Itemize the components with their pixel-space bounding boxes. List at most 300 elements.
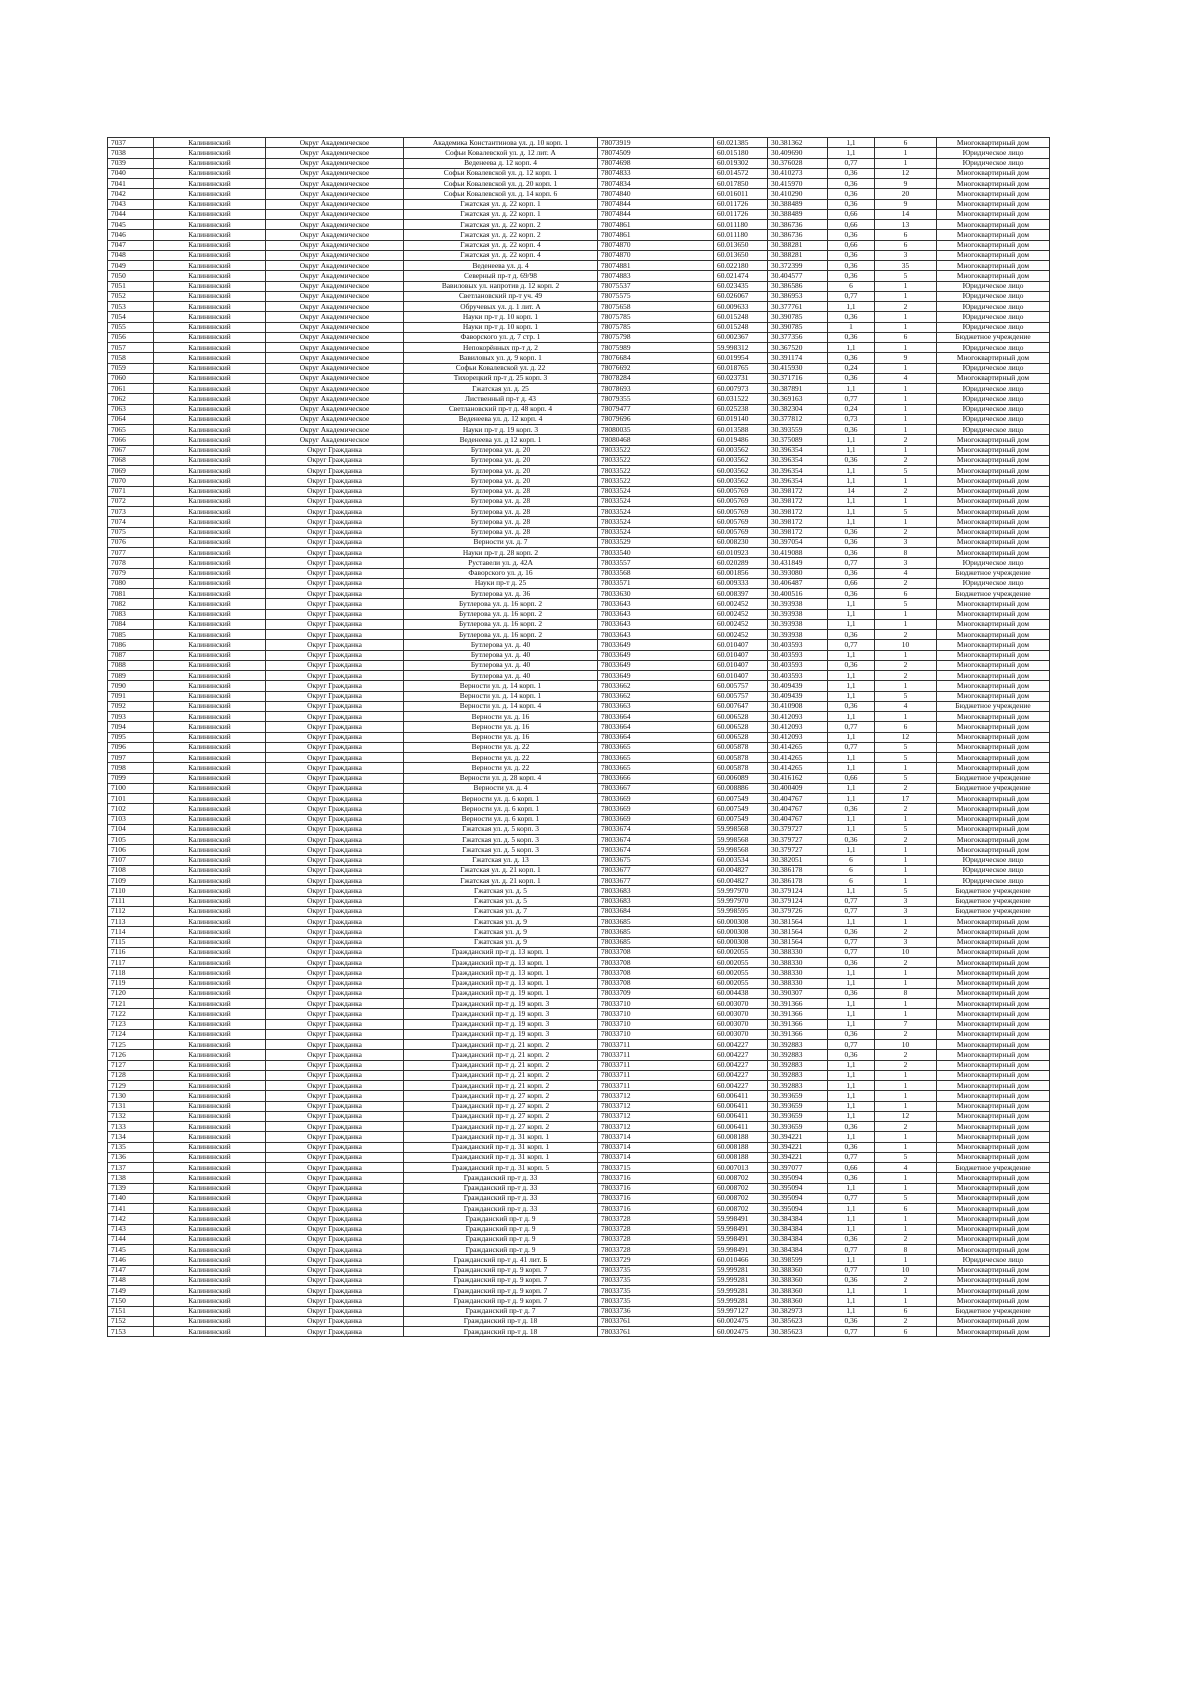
cell-object-code: 78075658 bbox=[598, 302, 714, 312]
cell-object-code: 78033716 bbox=[598, 1204, 714, 1214]
cell-longitude: 30.391174 bbox=[768, 353, 828, 363]
cell-latitude: 59.999281 bbox=[714, 1265, 768, 1275]
cell-row-number: 7148 bbox=[108, 1275, 154, 1285]
cell-longitude: 30.388330 bbox=[768, 947, 828, 957]
cell-address: Бутлерова ул. д. 40 bbox=[404, 650, 598, 660]
cell-source-type: Многоквартирный дом bbox=[937, 681, 1050, 691]
table-row bbox=[108, 240, 1050, 250]
cell-longitude: 30.404767 bbox=[768, 814, 828, 824]
cell-longitude: 30.388281 bbox=[768, 250, 828, 260]
cell-object-code: 78033664 bbox=[598, 712, 714, 722]
cell-row-number: 7071 bbox=[108, 486, 154, 496]
cell-latitude: 60.002055 bbox=[714, 968, 768, 978]
cell-address: Фаворского ул. д. 7 стр. 1 bbox=[404, 332, 598, 342]
cell-container-volume: 1,1 bbox=[828, 496, 875, 506]
cell-district: Калининский bbox=[154, 1152, 266, 1162]
cell-container-count: 5 bbox=[875, 466, 937, 476]
cell-longitude: 30.395094 bbox=[768, 1204, 828, 1214]
cell-container-volume: 1,1 bbox=[828, 1255, 875, 1265]
cell-district: Калининский bbox=[154, 783, 266, 793]
cell-object-code: 78033524 bbox=[598, 527, 714, 537]
cell-address: Гражданский пр-т д. 9 корп. 7 bbox=[404, 1296, 598, 1306]
cell-longitude: 30.381564 bbox=[768, 917, 828, 927]
cell-longitude: 30.386736 bbox=[768, 220, 828, 230]
cell-container-count: 10 bbox=[875, 947, 937, 957]
cell-source-type: Многоквартирный дом bbox=[937, 712, 1050, 722]
cell-municipal-district: Округ Гражданка bbox=[266, 486, 404, 496]
cell-source-type: Многоквартирный дом bbox=[937, 1029, 1050, 1039]
cell-longitude: 30.388360 bbox=[768, 1296, 828, 1306]
cell-container-count: 1 bbox=[875, 1081, 937, 1091]
cell-longitude: 30.391366 bbox=[768, 1009, 828, 1019]
cell-longitude: 30.396354 bbox=[768, 476, 828, 486]
table-row bbox=[108, 1234, 1050, 1244]
cell-row-number: 7115 bbox=[108, 937, 154, 947]
cell-container-count: 6 bbox=[875, 1204, 937, 1214]
cell-row-number: 7114 bbox=[108, 927, 154, 937]
cell-latitude: 60.004438 bbox=[714, 988, 768, 998]
cell-municipal-district: Округ Гражданка bbox=[266, 1122, 404, 1132]
cell-object-code: 78033728 bbox=[598, 1224, 714, 1234]
cell-row-number: 7138 bbox=[108, 1173, 154, 1183]
cell-municipal-district: Округ Гражданка bbox=[266, 773, 404, 783]
cell-row-number: 7085 bbox=[108, 630, 154, 640]
cell-district: Калининский bbox=[154, 250, 266, 260]
cell-municipal-district: Округ Академическое bbox=[266, 220, 404, 230]
cell-latitude: 59.997127 bbox=[714, 1306, 768, 1316]
cell-latitude: 60.007549 bbox=[714, 794, 768, 804]
cell-district: Калининский bbox=[154, 373, 266, 383]
cell-longitude: 30.412093 bbox=[768, 732, 828, 742]
cell-municipal-district: Округ Гражданка bbox=[266, 609, 404, 619]
cell-row-number: 7073 bbox=[108, 507, 154, 517]
cell-source-type: Многоквартирный дом bbox=[937, 548, 1050, 558]
cell-row-number: 7149 bbox=[108, 1286, 154, 1296]
cell-latitude: 59.998491 bbox=[714, 1245, 768, 1255]
cell-municipal-district: Округ Академическое bbox=[266, 138, 404, 148]
cell-container-count: 5 bbox=[875, 742, 937, 752]
cell-address: Бутлерова ул. д. 20 bbox=[404, 476, 598, 486]
cell-district: Калининский bbox=[154, 537, 266, 547]
cell-address: Верности ул. д. 14 корп. 1 bbox=[404, 691, 598, 701]
cell-longitude: 30.393659 bbox=[768, 1101, 828, 1111]
table-row bbox=[108, 425, 1050, 435]
cell-address: Гжатская ул. д. 22 корп. 4 bbox=[404, 250, 598, 260]
cell-row-number: 7082 bbox=[108, 599, 154, 609]
cell-container-volume: 0,36 bbox=[828, 353, 875, 363]
cell-municipal-district: Округ Гражданка bbox=[266, 1245, 404, 1255]
cell-container-volume: 6 bbox=[828, 855, 875, 865]
table-row bbox=[108, 958, 1050, 968]
cell-municipal-district: Округ Гражданка bbox=[266, 1142, 404, 1152]
cell-latitude: 60.008702 bbox=[714, 1183, 768, 1193]
cell-address: Софьи Ковалевской ул. д. 22 bbox=[404, 363, 598, 373]
cell-container-volume: 1,1 bbox=[828, 763, 875, 773]
cell-municipal-district: Округ Гражданка bbox=[266, 1255, 404, 1265]
cell-container-count: 1 bbox=[875, 1070, 937, 1080]
cell-municipal-district: Округ Академическое bbox=[266, 281, 404, 291]
cell-address: Гражданский пр-т д. 18 bbox=[404, 1316, 598, 1326]
cell-latitude: 60.003562 bbox=[714, 476, 768, 486]
cell-container-volume: 0,77 bbox=[828, 640, 875, 650]
cell-object-code: 78033649 bbox=[598, 671, 714, 681]
cell-latitude: 60.002055 bbox=[714, 947, 768, 957]
cell-container-volume: 0,66 bbox=[828, 240, 875, 250]
cell-address: Гражданский пр-т д. 31 корп. 1 bbox=[404, 1132, 598, 1142]
cell-object-code: 78033712 bbox=[598, 1111, 714, 1121]
table-row bbox=[108, 138, 1050, 148]
cell-source-type: Многоквартирный дом bbox=[937, 1245, 1050, 1255]
cell-container-count: 1 bbox=[875, 158, 937, 168]
cell-longitude: 30.416162 bbox=[768, 773, 828, 783]
cell-district: Калининский bbox=[154, 158, 266, 168]
table-row bbox=[108, 712, 1050, 722]
cell-district: Калининский bbox=[154, 742, 266, 752]
cell-latitude: 60.018765 bbox=[714, 363, 768, 373]
cell-latitude: 60.002475 bbox=[714, 1316, 768, 1326]
cell-source-type: Многоквартирный дом bbox=[937, 1132, 1050, 1142]
cell-source-type: Многоквартирный дом bbox=[937, 722, 1050, 732]
cell-container-count: 3 bbox=[875, 906, 937, 916]
cell-latitude: 59.998312 bbox=[714, 343, 768, 353]
cell-latitude: 60.007549 bbox=[714, 804, 768, 814]
cell-row-number: 7131 bbox=[108, 1101, 154, 1111]
cell-district: Калининский bbox=[154, 209, 266, 219]
cell-address: Гжатская ул. д. 13 bbox=[404, 855, 598, 865]
cell-municipal-district: Округ Академическое bbox=[266, 425, 404, 435]
table-row bbox=[108, 1040, 1050, 1050]
cell-row-number: 7117 bbox=[108, 958, 154, 968]
cell-source-type: Многоквартирный дом bbox=[937, 1060, 1050, 1070]
cell-latitude: 60.010407 bbox=[714, 671, 768, 681]
cell-address: Науки пр-т д. 25 bbox=[404, 578, 598, 588]
cell-object-code: 78080468 bbox=[598, 435, 714, 445]
cell-object-code: 78033728 bbox=[598, 1214, 714, 1224]
cell-container-count: 1 bbox=[875, 394, 937, 404]
cell-address: Руставели ул. д. 42А bbox=[404, 558, 598, 568]
cell-object-code: 78033674 bbox=[598, 824, 714, 834]
cell-municipal-district: Округ Академическое bbox=[266, 343, 404, 353]
cell-municipal-district: Округ Гражданка bbox=[266, 1070, 404, 1080]
cell-source-type: Многоквартирный дом bbox=[937, 1009, 1050, 1019]
cell-latitude: 60.008230 bbox=[714, 537, 768, 547]
cell-row-number: 7104 bbox=[108, 824, 154, 834]
cell-longitude: 30.393938 bbox=[768, 599, 828, 609]
cell-latitude: 60.005757 bbox=[714, 681, 768, 691]
cell-district: Калининский bbox=[154, 476, 266, 486]
cell-address: Науки пр-т д. 19 корп. 3 bbox=[404, 425, 598, 435]
cell-container-count: 7 bbox=[875, 1019, 937, 1029]
cell-municipal-district: Округ Гражданка bbox=[266, 1040, 404, 1050]
cell-container-count: 4 bbox=[875, 1163, 937, 1173]
cell-latitude: 60.002055 bbox=[714, 958, 768, 968]
cell-municipal-district: Округ Академическое bbox=[266, 332, 404, 342]
cell-source-type: Многоквартирный дом bbox=[937, 1101, 1050, 1111]
cell-longitude: 30.412093 bbox=[768, 712, 828, 722]
cell-municipal-district: Округ Гражданка bbox=[266, 958, 404, 968]
cell-latitude: 60.003562 bbox=[714, 466, 768, 476]
cell-object-code: 78033761 bbox=[598, 1327, 714, 1337]
cell-object-code: 78033524 bbox=[598, 507, 714, 517]
cell-address: Бутлерова ул. д. 40 bbox=[404, 640, 598, 650]
cell-container-count: 12 bbox=[875, 168, 937, 178]
cell-row-number: 7083 bbox=[108, 609, 154, 619]
cell-longitude: 30.388360 bbox=[768, 1265, 828, 1275]
cell-longitude: 30.387891 bbox=[768, 384, 828, 394]
cell-row-number: 7125 bbox=[108, 1040, 154, 1050]
cell-object-code: 78079696 bbox=[598, 414, 714, 424]
cell-row-number: 7039 bbox=[108, 158, 154, 168]
cell-row-number: 7127 bbox=[108, 1060, 154, 1070]
cell-municipal-district: Округ Академическое bbox=[266, 240, 404, 250]
cell-longitude: 30.414265 bbox=[768, 742, 828, 752]
cell-object-code: 78033522 bbox=[598, 466, 714, 476]
cell-container-volume: 1,1 bbox=[828, 691, 875, 701]
table-row bbox=[108, 978, 1050, 988]
cell-object-code: 78033710 bbox=[598, 999, 714, 1009]
cell-longitude: 30.400516 bbox=[768, 589, 828, 599]
cell-longitude: 30.414265 bbox=[768, 753, 828, 763]
cell-container-volume: 1 bbox=[828, 322, 875, 332]
cell-object-code: 78033711 bbox=[598, 1040, 714, 1050]
cell-row-number: 7135 bbox=[108, 1142, 154, 1152]
cell-district: Калининский bbox=[154, 609, 266, 619]
cell-longitude: 30.386953 bbox=[768, 291, 828, 301]
cell-longitude: 30.384384 bbox=[768, 1224, 828, 1234]
cell-object-code: 78033664 bbox=[598, 722, 714, 732]
cell-source-type: Многоквартирный дом bbox=[937, 619, 1050, 629]
cell-container-count: 2 bbox=[875, 783, 937, 793]
cell-address: Гражданский пр-т д. 27 корп. 2 bbox=[404, 1101, 598, 1111]
cell-container-count: 1 bbox=[875, 609, 937, 619]
cell-municipal-district: Округ Академическое bbox=[266, 261, 404, 271]
cell-address: Гжатская ул. д. 5 корп. 3 bbox=[404, 835, 598, 845]
cell-longitude: 30.395094 bbox=[768, 1183, 828, 1193]
cell-longitude: 30.393938 bbox=[768, 630, 828, 640]
cell-municipal-district: Округ Академическое bbox=[266, 199, 404, 209]
cell-municipal-district: Округ Гражданка bbox=[266, 1029, 404, 1039]
cell-object-code: 78033662 bbox=[598, 691, 714, 701]
cell-object-code: 78033685 bbox=[598, 937, 714, 947]
cell-container-volume: 0,36 bbox=[828, 537, 875, 547]
cell-district: Калининский bbox=[154, 1060, 266, 1070]
cell-container-volume: 1,1 bbox=[828, 999, 875, 1009]
cell-row-number: 7094 bbox=[108, 722, 154, 732]
cell-source-type: Многоквартирный дом bbox=[937, 373, 1050, 383]
cell-municipal-district: Округ Гражданка bbox=[266, 835, 404, 845]
cell-longitude: 30.372399 bbox=[768, 261, 828, 271]
cell-container-count: 35 bbox=[875, 261, 937, 271]
cell-latitude: 59.997970 bbox=[714, 886, 768, 896]
table-row bbox=[108, 1142, 1050, 1152]
table-row bbox=[108, 1050, 1050, 1060]
cell-district: Калининский bbox=[154, 435, 266, 445]
cell-latitude: 60.004227 bbox=[714, 1081, 768, 1091]
cell-object-code: 78033524 bbox=[598, 496, 714, 506]
cell-district: Калининский bbox=[154, 322, 266, 332]
cell-row-number: 7108 bbox=[108, 865, 154, 875]
cell-container-count: 2 bbox=[875, 630, 937, 640]
cell-source-type: Юридическое лицо bbox=[937, 865, 1050, 875]
cell-source-type: Юридическое лицо bbox=[937, 558, 1050, 568]
table-row bbox=[108, 384, 1050, 394]
cell-object-code: 78078284 bbox=[598, 373, 714, 383]
cell-container-count: 2 bbox=[875, 1060, 937, 1070]
table-row bbox=[108, 947, 1050, 957]
table-row bbox=[108, 455, 1050, 465]
cell-container-volume: 0,36 bbox=[828, 804, 875, 814]
cell-municipal-district: Округ Гражданка bbox=[266, 466, 404, 476]
cell-row-number: 7110 bbox=[108, 886, 154, 896]
cell-longitude: 30.392883 bbox=[768, 1070, 828, 1080]
cell-row-number: 7133 bbox=[108, 1122, 154, 1132]
cell-container-count: 3 bbox=[875, 537, 937, 547]
cell-latitude: 60.006528 bbox=[714, 722, 768, 732]
cell-source-type: Многоквартирный дом bbox=[937, 1122, 1050, 1132]
cell-row-number: 7052 bbox=[108, 291, 154, 301]
cell-district: Калининский bbox=[154, 1163, 266, 1173]
cell-object-code: 78033524 bbox=[598, 486, 714, 496]
cell-source-type: Многоквартирный дом bbox=[937, 496, 1050, 506]
cell-district: Калининский bbox=[154, 1204, 266, 1214]
cell-district: Калининский bbox=[154, 1091, 266, 1101]
cell-latitude: 60.016011 bbox=[714, 189, 768, 199]
cell-municipal-district: Округ Гражданка bbox=[266, 1193, 404, 1203]
cell-container-volume: 1,1 bbox=[828, 466, 875, 476]
cell-municipal-district: Округ Гражданка bbox=[266, 988, 404, 998]
cell-district: Калининский bbox=[154, 281, 266, 291]
cell-longitude: 30.386586 bbox=[768, 281, 828, 291]
cell-object-code: 78074844 bbox=[598, 199, 714, 209]
cell-municipal-district: Округ Академическое bbox=[266, 158, 404, 168]
cell-container-count: 6 bbox=[875, 1306, 937, 1316]
cell-latitude: 60.009333 bbox=[714, 578, 768, 588]
cell-object-code: 78074844 bbox=[598, 209, 714, 219]
cell-container-volume: 0,36 bbox=[828, 527, 875, 537]
cell-district: Калининский bbox=[154, 148, 266, 158]
cell-address: Веденеева д. 12 корп. 4 bbox=[404, 158, 598, 168]
cell-object-code: 78033674 bbox=[598, 845, 714, 855]
cell-row-number: 7105 bbox=[108, 835, 154, 845]
cell-longitude: 30.384384 bbox=[768, 1234, 828, 1244]
cell-latitude: 60.004227 bbox=[714, 1070, 768, 1080]
cell-district: Калининский bbox=[154, 681, 266, 691]
cell-row-number: 7152 bbox=[108, 1316, 154, 1326]
cell-latitude: 60.007549 bbox=[714, 814, 768, 824]
cell-municipal-district: Округ Гражданка bbox=[266, 712, 404, 722]
cell-district: Калининский bbox=[154, 527, 266, 537]
cell-source-type: Многоквартирный дом bbox=[937, 609, 1050, 619]
cell-object-code: 78033522 bbox=[598, 476, 714, 486]
cell-object-code: 78033708 bbox=[598, 958, 714, 968]
cell-row-number: 7063 bbox=[108, 404, 154, 414]
cell-address: Софьи Ковалевской ул. д. 12 лит. А bbox=[404, 148, 598, 158]
cell-source-type: Многоквартирный дом bbox=[937, 353, 1050, 363]
cell-municipal-district: Округ Гражданка bbox=[266, 1091, 404, 1101]
cell-municipal-district: Округ Гражданка bbox=[266, 753, 404, 763]
cell-container-volume: 0,77 bbox=[828, 906, 875, 916]
cell-district: Калининский bbox=[154, 353, 266, 363]
cell-container-count: 5 bbox=[875, 1193, 937, 1203]
cell-district: Калининский bbox=[154, 619, 266, 629]
cell-district: Калининский bbox=[154, 999, 266, 1009]
cell-container-volume: 0,36 bbox=[828, 168, 875, 178]
cell-container-volume: 1,1 bbox=[828, 794, 875, 804]
cell-latitude: 60.006089 bbox=[714, 773, 768, 783]
table-row bbox=[108, 548, 1050, 558]
cell-container-volume: 1,1 bbox=[828, 343, 875, 353]
cell-longitude: 30.398172 bbox=[768, 527, 828, 537]
cell-object-code: 78033708 bbox=[598, 978, 714, 988]
cell-district: Калининский bbox=[154, 1122, 266, 1132]
cell-latitude: 60.003534 bbox=[714, 855, 768, 865]
cell-container-count: 2 bbox=[875, 660, 937, 670]
table-row bbox=[108, 230, 1050, 240]
cell-longitude: 30.386736 bbox=[768, 230, 828, 240]
cell-row-number: 7062 bbox=[108, 394, 154, 404]
table-row bbox=[108, 1060, 1050, 1070]
cell-row-number: 7111 bbox=[108, 896, 154, 906]
cell-row-number: 7150 bbox=[108, 1296, 154, 1306]
cell-longitude: 30.404577 bbox=[768, 271, 828, 281]
cell-row-number: 7097 bbox=[108, 753, 154, 763]
cell-container-count: 1 bbox=[875, 1183, 937, 1193]
cell-container-count: 1 bbox=[875, 425, 937, 435]
data-table bbox=[107, 137, 1050, 1337]
cell-container-count: 1 bbox=[875, 1101, 937, 1111]
cell-row-number: 7045 bbox=[108, 220, 154, 230]
table-row bbox=[108, 1265, 1050, 1275]
cell-row-number: 7112 bbox=[108, 906, 154, 916]
cell-object-code: 78074833 bbox=[598, 168, 714, 178]
cell-container-volume: 0,36 bbox=[828, 1275, 875, 1285]
table-row bbox=[108, 1122, 1050, 1132]
cell-longitude: 30.393659 bbox=[768, 1111, 828, 1121]
cell-address: Гражданский пр-т д. 31 корп. 5 bbox=[404, 1163, 598, 1173]
cell-municipal-district: Округ Гражданка bbox=[266, 927, 404, 937]
cell-container-volume: 1,1 bbox=[828, 1101, 875, 1111]
cell-container-count: 5 bbox=[875, 753, 937, 763]
cell-municipal-district: Округ Академическое bbox=[266, 363, 404, 373]
cell-latitude: 60.008702 bbox=[714, 1204, 768, 1214]
cell-municipal-district: Округ Гражданка bbox=[266, 681, 404, 691]
cell-container-volume: 0,36 bbox=[828, 1173, 875, 1183]
cell-container-volume: 0,36 bbox=[828, 1234, 875, 1244]
table-row bbox=[108, 660, 1050, 670]
cell-object-code: 78033571 bbox=[598, 578, 714, 588]
table-row bbox=[108, 466, 1050, 476]
cell-district: Калининский bbox=[154, 1265, 266, 1275]
cell-container-count: 1 bbox=[875, 343, 937, 353]
cell-district: Калининский bbox=[154, 671, 266, 681]
cell-object-code: 78033669 bbox=[598, 804, 714, 814]
table-row bbox=[108, 681, 1050, 691]
cell-municipal-district: Округ Гражданка bbox=[266, 1286, 404, 1296]
table-row bbox=[108, 876, 1050, 886]
cell-longitude: 30.404767 bbox=[768, 804, 828, 814]
cell-container-count: 3 bbox=[875, 558, 937, 568]
cell-object-code: 78033710 bbox=[598, 1009, 714, 1019]
cell-municipal-district: Округ Гражданка bbox=[266, 599, 404, 609]
cell-source-type: Многоквартирный дом bbox=[937, 917, 1050, 927]
cell-object-code: 78033522 bbox=[598, 455, 714, 465]
cell-municipal-district: Округ Гражданка bbox=[266, 742, 404, 752]
cell-longitude: 30.409439 bbox=[768, 691, 828, 701]
cell-source-type: Многоквартирный дом bbox=[937, 1173, 1050, 1183]
cell-latitude: 60.021385 bbox=[714, 138, 768, 148]
cell-container-count: 1 bbox=[875, 650, 937, 660]
table-row bbox=[108, 537, 1050, 547]
